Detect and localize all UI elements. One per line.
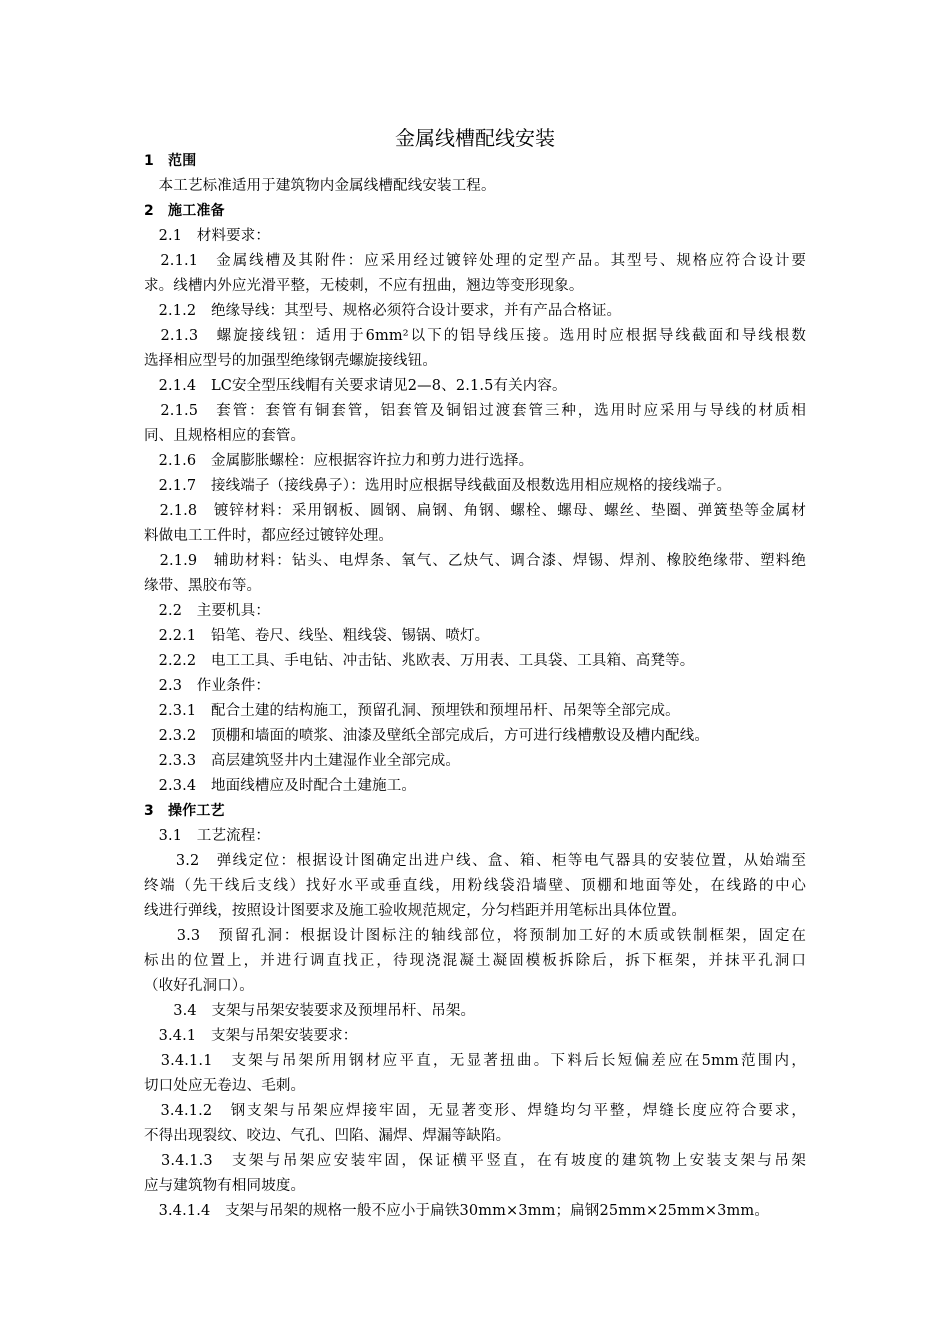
paragraph-line: 3.2 弹线定位：根据设计图确定出进户线、盒、箱、柜等电气器具的安装位置，从始端至 — [144, 853, 806, 869]
paragraph-line: 2.2.1 铅笔、卷尺、线坠、粗线袋、锡锅、喷灯。 — [144, 628, 490, 644]
paragraph-line: 应与建筑物有相同坡度。 — [144, 1178, 306, 1194]
paragraph-line: 2.2.2 电工工具、手电钻、冲击钻、兆欧表、万用表、工具袋、工具箱、高凳等。 — [144, 653, 695, 669]
paragraph-line: 3.4.1.1 支架与吊架所用钢材应平直，无显著扭曲。下料后长短偏差应在5mm范围内， — [144, 1053, 806, 1069]
paragraph-line: 2.3.1 配合土建的结构施工，预留孔洞、预埋铁和预埋吊杆、吊架等全部完成。 — [144, 703, 680, 719]
paragraph-line: （收好孔洞口）。 — [144, 978, 254, 994]
paragraph-line: 2.1.3 螺旋接线钮：适用于6mm²以下的铝导线压接。选用时应根据导线截面和导线根数 — [144, 328, 806, 344]
paragraph-line: 料做电工工件时，都应经过镀锌处理。 — [144, 528, 394, 544]
paragraph-line: 2.1.6 金属膨胀螺栓：应根据容许拉力和剪力进行选择。 — [144, 453, 534, 469]
paragraph-line: 切口处应无卷边、毛刺。 — [144, 1078, 306, 1094]
paragraph-line: 标出的位置上，并进行调直找正，待现浇混凝土凝固模板拆除后，拆下框架，并抹平孔洞口 — [144, 953, 806, 969]
section-heading: 2 施工准备 — [144, 203, 225, 219]
paragraph-line: 本工艺标准适用于建筑物内金属线槽配线安装工程。 — [144, 178, 496, 194]
paragraph-line: 2.1.4 LC安全型压线帽有关要求请见2—8、2.1.5有关内容。 — [144, 378, 567, 394]
paragraph-line: 2.3.3 高层建筑竖井内土建湿作业全部完成。 — [144, 753, 460, 769]
paragraph-line: 缘带、黑胶布等。 — [144, 578, 262, 594]
document-title: 金属线槽配线安装 — [395, 126, 555, 150]
paragraph-line: 线进行弹线，按照设计图要求及施工验收规范规定，分匀档距并用笔标出具体位置。 — [144, 903, 687, 919]
section-heading: 3 操作工艺 — [144, 803, 225, 819]
paragraph-line: 3.4.1 支架与吊架安装要求： — [144, 1028, 358, 1044]
paragraph-line: 2.1.9 辅助材料：钻头、电焊条、氧气、乙炔气、调合漆、焊锡、焊剂、橡胶绝缘带、塑料绝 — [144, 553, 806, 569]
paragraph-line: 选择相应型号的加强型绝缘钢壳螺旋接线钮。 — [144, 353, 437, 369]
paragraph-line: 2.1.2 绝缘导线：其型号、规格必须符合设计要求，并有产品合格证。 — [144, 303, 622, 319]
paragraph-line: 2.1 材料要求： — [144, 228, 271, 244]
paragraph-line: 2.2 主要机具： — [144, 603, 271, 619]
paragraph-line: 2.1.8 镀锌材料：采用钢板、圆钢、扁钢、角钢、螺栓、螺母、螺丝、垫圈、弹簧垫等金属材 — [144, 503, 806, 519]
paragraph-line: 3.4.1.3 支架与吊架应安装牢固，保证横平竖直，在有坡度的建筑物上安装支架与吊架 — [144, 1153, 806, 1169]
paragraph-line: 2.3 作业条件： — [144, 678, 271, 694]
paragraph-line: 不得出现裂纹、咬边、气孔、凹陷、漏焊、焊漏等缺陷。 — [144, 1128, 511, 1144]
paragraph-line: 求。线槽内外应光滑平整，无棱刺，不应有扭曲，翘边等变形现象。 — [144, 278, 584, 294]
paragraph-line: 2.1.7 接线端子（接线鼻子）：选用时应根据导线截面及根数选用相应规格的接线端子。 — [144, 478, 732, 494]
paragraph-line: 3.4.1.4 支架与吊架的规格一般不应小于扁铁30mm×3mm；扁钢25mm×25mm×3mm。 — [144, 1203, 769, 1219]
paragraph-line: 2.3.4 地面线槽应及时配合土建施工。 — [144, 778, 417, 794]
paragraph-line: 3.4 支架与吊架安装要求及预埋吊杆、吊架。 — [144, 1003, 476, 1019]
paragraph-line: 3.1 工艺流程： — [144, 828, 271, 844]
paragraph-line: 同、且规格相应的套管。 — [144, 428, 306, 444]
paragraph-line: 3.3 预留孔洞：根据设计图标注的轴线部位，将预制加工好的木质或铁制框架，固定在 — [144, 928, 806, 944]
paragraph-line: 终端（先干线后支线）找好水平或垂直线，用粉线袋沿墙壁、顶棚和地面等处，在线路的中心 — [144, 878, 806, 894]
paragraph-line: 2.1.1 金属线槽及其附件：应采用经过镀锌处理的定型产品。其型号、规格应符合设计要 — [144, 253, 806, 269]
paragraph-line: 2.3.2 顶棚和墙面的喷浆、油漆及壁纸全部完成后，方可进行线槽敷设及槽内配线。 — [144, 728, 710, 744]
paragraph-line: 3.4.1.2 钢支架与吊架应焊接牢固，无显著变形、焊缝均匀平整，焊缝长度应符合要求， — [144, 1103, 806, 1119]
paragraph-line: 2.1.5 套管：套管有铜套管，铝套管及铜铝过渡套管三种，选用时应采用与导线的材质相 — [144, 403, 806, 419]
section-heading: 1 范围 — [144, 153, 197, 169]
